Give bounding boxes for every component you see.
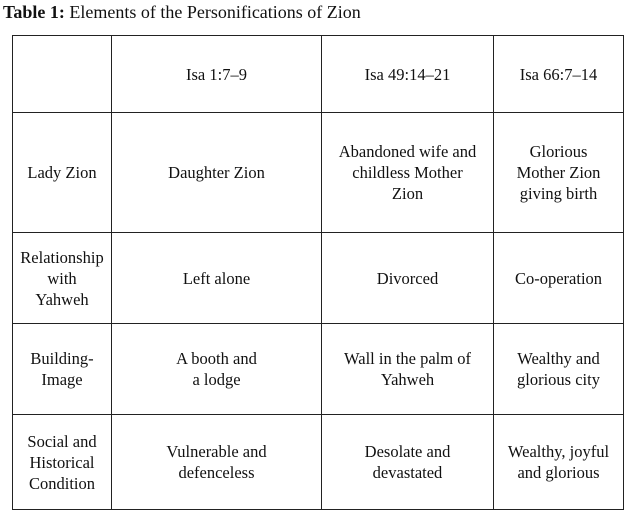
table-row-relationship	[13, 233, 624, 324]
cell-text-line: Building-	[30, 349, 94, 368]
table-cell	[322, 113, 494, 233]
cell-text-line: Isa 66:7–14	[519, 64, 598, 84]
table-cell	[494, 324, 624, 415]
row-label-cell	[13, 113, 112, 233]
cell-text-line: Condition	[28, 473, 95, 493]
header-cell-isa-49	[322, 36, 494, 113]
personifications-table	[12, 35, 624, 510]
row-label-cell	[13, 233, 112, 324]
cell-text-line: childless Mother	[352, 163, 463, 182]
cell-text-line: Mother Zion	[516, 163, 601, 182]
header-row	[13, 36, 624, 113]
table-cell	[112, 324, 322, 415]
caption-label: Table 1:	[3, 2, 65, 22]
table-row-social-condition	[13, 415, 624, 510]
cell-text-line: Daughter Zion	[168, 163, 265, 182]
cell-text-line: a lodge	[192, 370, 241, 389]
table-cell	[112, 113, 322, 233]
cell-text-line: and glorious	[517, 463, 600, 482]
cell-text-line: Image	[41, 370, 83, 389]
table-cell	[494, 415, 624, 510]
cell-text-line: Isa 49:14–21	[364, 64, 451, 84]
table-cell	[322, 233, 494, 324]
header-cell-empty	[13, 36, 112, 113]
header-cell-isa-1	[112, 36, 322, 113]
cell-text-line: Relationship	[20, 247, 104, 267]
caption-text: Elements of the Personifications of Zion	[69, 2, 361, 22]
cell-text-line: A booth and	[176, 349, 257, 368]
table-caption	[3, 1, 361, 23]
cell-text-line: glorious city	[517, 370, 600, 389]
cell-text-line: Abandoned wife and	[338, 142, 477, 161]
cell-text-line: Historical	[29, 452, 95, 472]
cell-text-line: Zion	[391, 184, 424, 203]
table-row-lady-zion	[13, 113, 624, 233]
cell-text-line: Glorious	[529, 142, 588, 161]
table-cell	[112, 415, 322, 510]
cell-text-line: Yahweh	[35, 289, 89, 309]
cell-text-line: Wall in the palm of	[344, 349, 471, 368]
cell-text-line: Desolate and	[364, 442, 451, 461]
cell-text-line: Divorced	[376, 268, 439, 288]
cell-text-line: devastated	[372, 463, 443, 482]
cell-text-line: Wealthy, joyful	[507, 442, 610, 461]
cell-text-line: Isa 1:7–9	[186, 64, 247, 84]
header-cell-isa-66	[494, 36, 624, 113]
cell-text-line: Wealthy and	[517, 349, 600, 368]
cell-text-line: Vulnerable and	[166, 442, 267, 461]
cell-text-line: giving birth	[519, 184, 598, 203]
table-row-building-image	[13, 324, 624, 415]
cell-text-line: Yahweh	[380, 370, 435, 389]
cell-text-line: Co-operation	[514, 268, 603, 288]
row-label-cell	[13, 324, 112, 415]
table-cell	[494, 113, 624, 233]
row-label-cell	[13, 415, 112, 510]
cell-text-line: Social and	[27, 431, 97, 451]
table-cell	[494, 233, 624, 324]
cell-text-line: Lady Zion	[27, 163, 97, 182]
table-cell	[112, 233, 322, 324]
cell-text-line: Left alone	[182, 268, 251, 288]
table-cell	[322, 324, 494, 415]
cell-text-line: defenceless	[178, 463, 255, 482]
table-cell	[322, 415, 494, 510]
cell-text-line: with	[47, 268, 77, 288]
